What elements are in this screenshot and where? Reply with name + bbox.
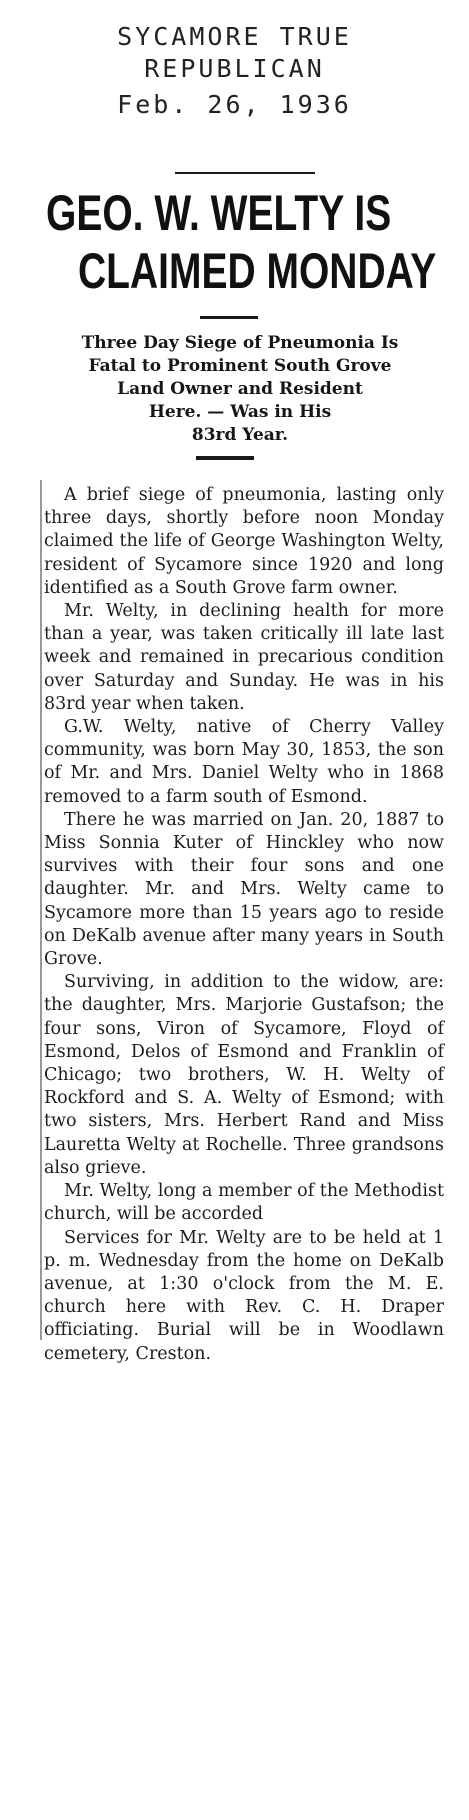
top-rule	[175, 172, 315, 174]
publication-name-line1: SYCAMORE TRUE	[117, 22, 352, 51]
deck-line1: Three Day Siege of Pneumonia Is	[81, 333, 399, 353]
article-paragraph-1: A brief siege of pneumonia, lasting only three days, shortly before noon Monday claimed the life of George Washington Welty, resident of Sycamore since 1920 and long identified as a South Grove farm owner.	[44, 485, 444, 598]
article-paragraph-4: There he was married on Jan. 20, 1887 to Miss Sonnia Kuter of Hinckley who now survives with their four sons and one daughter. Mr. and Mrs. Welty came to Sycamore more than 15 years ago to reside on DeKalb avenue after many years in South Grove.	[44, 809, 444, 970]
publication-date: Feb. 26, 1936	[117, 90, 352, 119]
article-paragraph-2: Mr. Welty, in declining health for more than a year, was taken critically ill late last week and remained in precarious condition over Saturday and Sunday. He was in his 83rd year when taken.	[44, 601, 444, 714]
article-paragraph-7: Services for Mr. Welty are to be held at 1 p. m. Wednesday from the home on DeKalb avenue, at 1:30 o'clock from the M. E. church here with Rev. C. H. Draper officiating. Burial will be in Woodlawn cemetery, Creston.	[44, 1227, 444, 1364]
deck-line4: Here. — Was in His	[148, 402, 332, 422]
article-paragraph-5: Surviving, in addition to the widow, are: the daughter, Mrs. Marjorie Gustafson; the four sons, Viron of Sycamore, Floyd of Esmond, Delos of Esmond and Franklin of Chicago; two brothers, W. H. Welty of Rockford and S. A. Welty of Esmond; with two sisters, Mrs. Herbert Rand and Miss Lauretta Welty at Rochelle. Three grandsons also grieve.	[44, 972, 444, 1178]
deck-line5: 83rd Year.	[191, 425, 289, 445]
column-edge-mark	[40, 480, 42, 1340]
article-paragraph-6: Mr. Welty, long a member of the Methodist church, will be accorded	[44, 1181, 444, 1225]
headline-line1: GEO. W. WELTY IS	[46, 185, 392, 241]
article-paragraph-3: G.W. Welty, native of Cherry Valley community, was born May 30, 1853, the son of Mr. and Mrs. Daniel Welty who in 1868 removed to a farm south of Esmond.	[44, 717, 444, 807]
publication-name-line2: REPUBLICAN	[144, 54, 325, 83]
deck-line2: Fatal to Prominent South Grove	[88, 356, 392, 376]
headline-rule	[200, 316, 258, 319]
deck-rule	[196, 456, 254, 460]
headline-line2: CLAIMED MONDAY	[78, 243, 437, 299]
deck-line3: Land Owner and Resident	[117, 379, 363, 399]
article-body	[44, 484, 444, 1366]
